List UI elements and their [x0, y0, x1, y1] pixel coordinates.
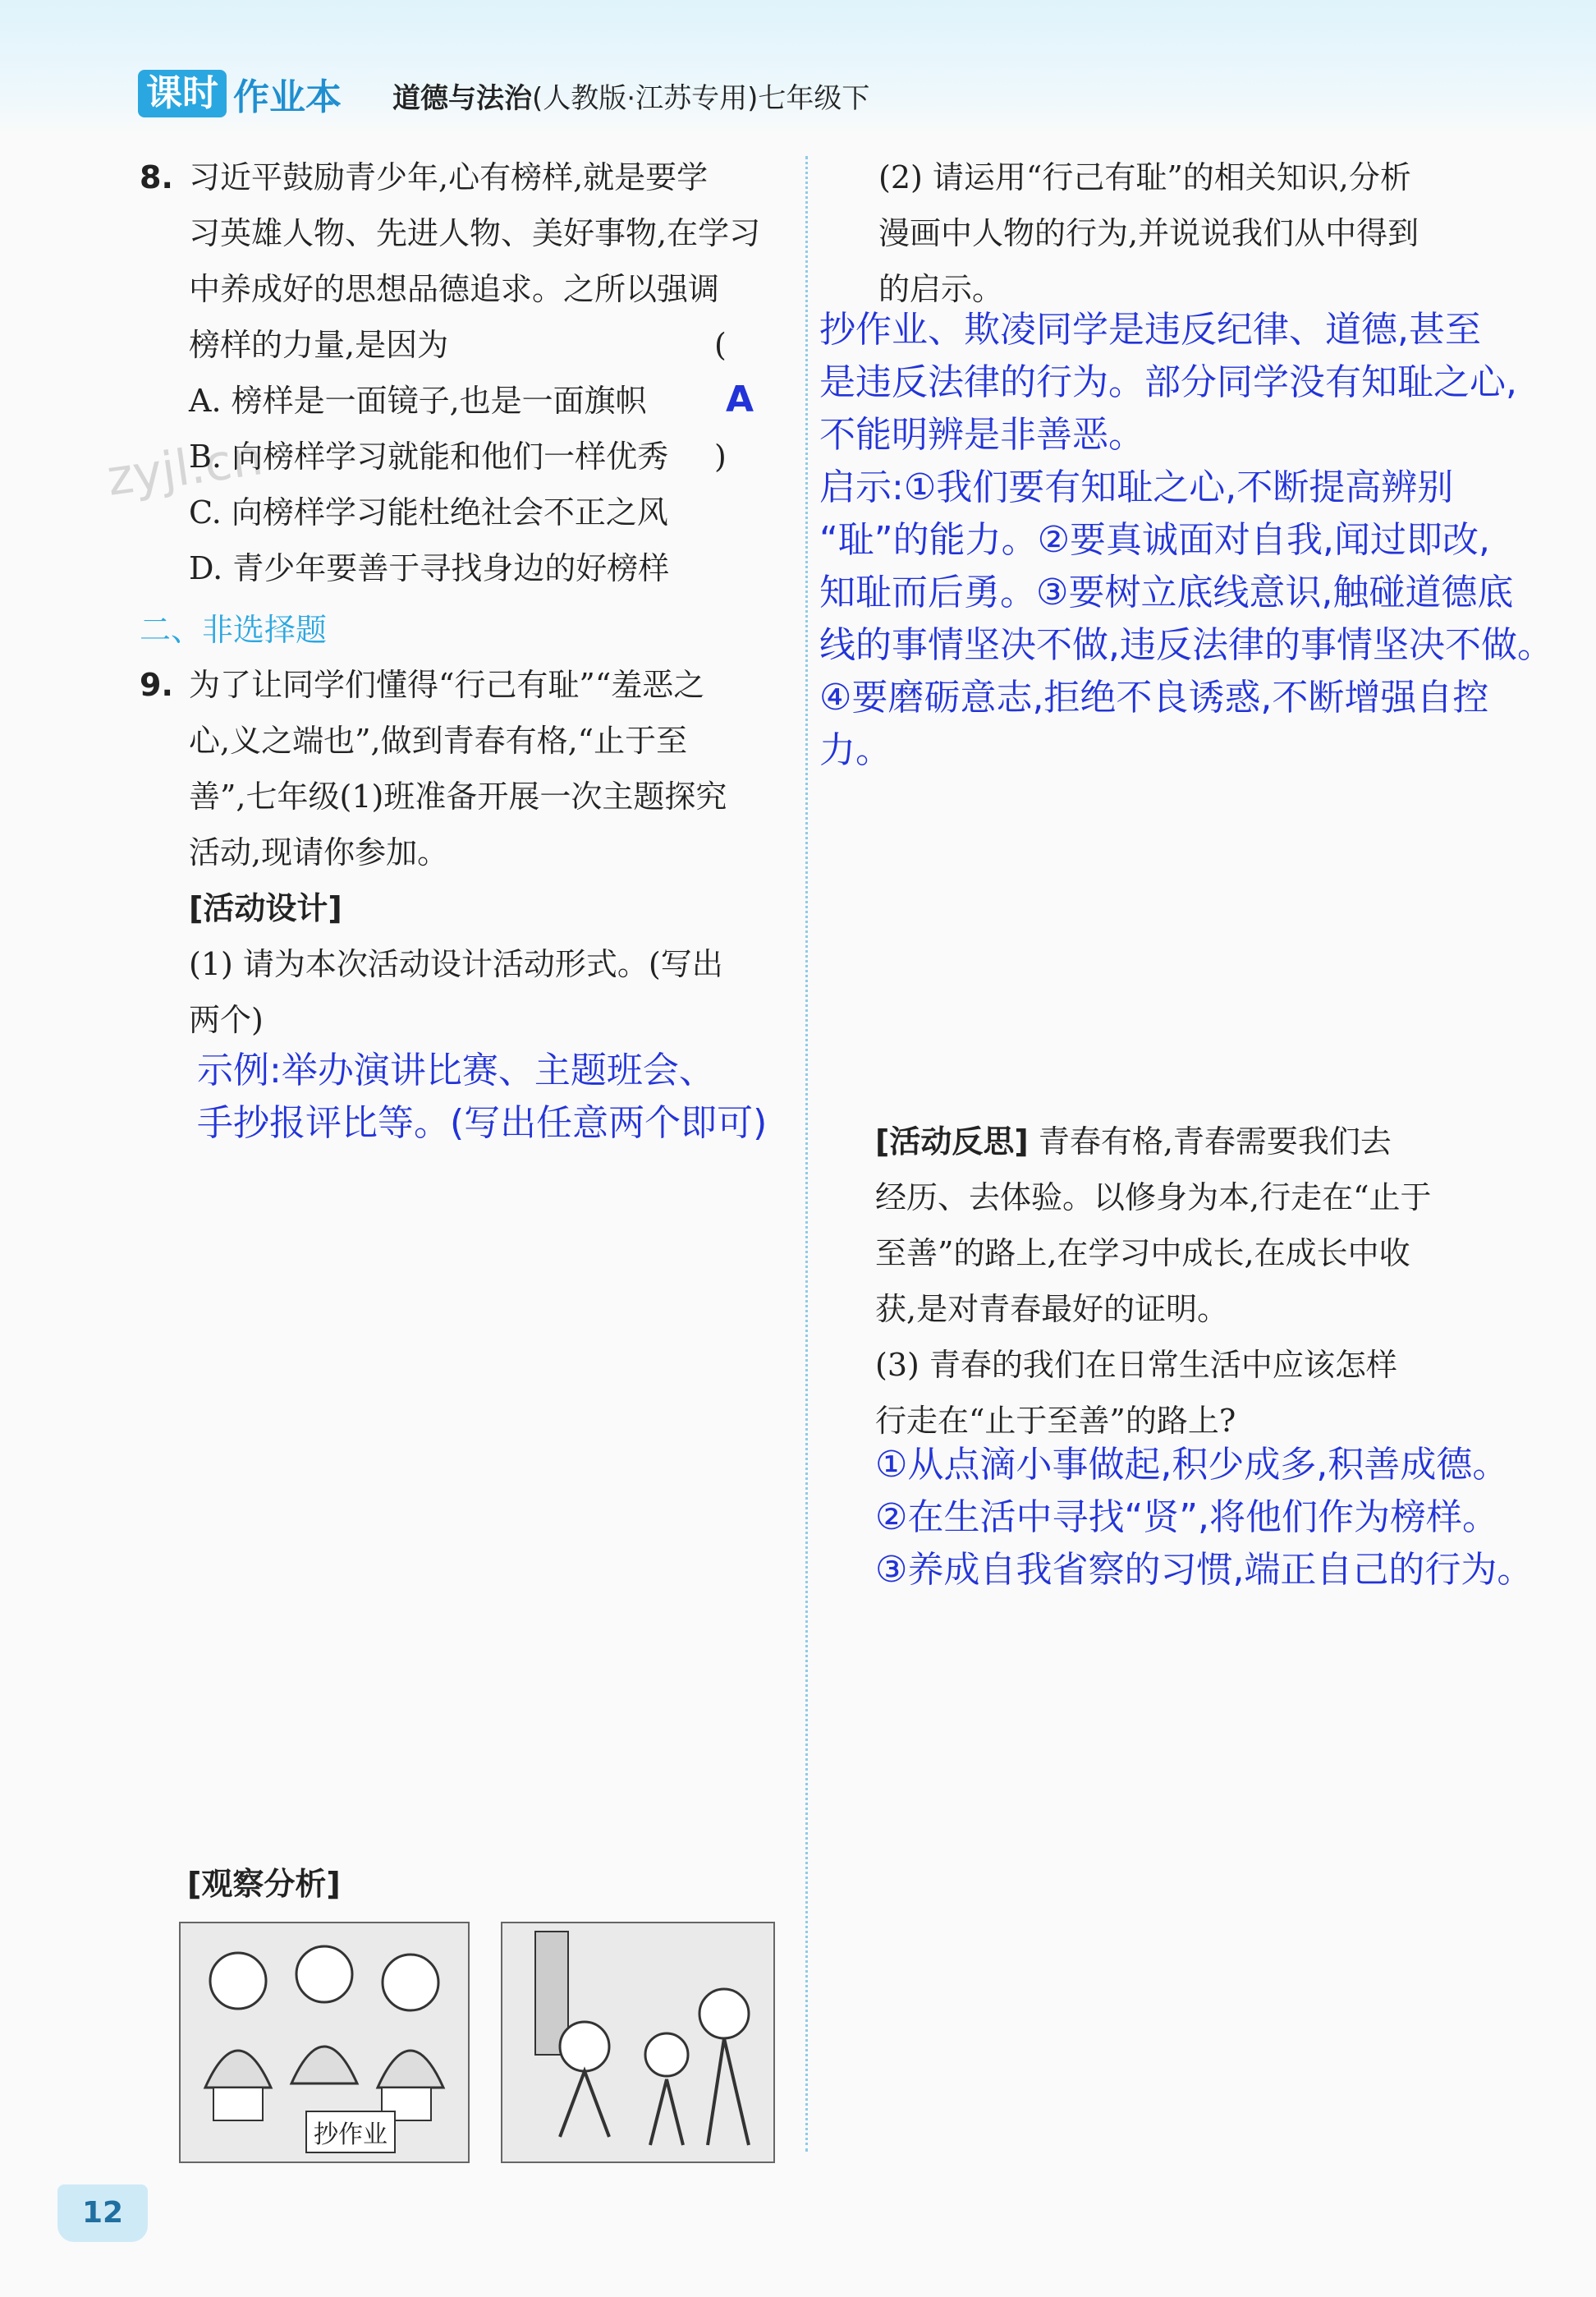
question-9 — [140, 657, 780, 1048]
sub2-answer-line: “耻”的能力。②要真诚面对自我,闻过即改, — [819, 519, 1491, 561]
q8-line: 习近平鼓励青少年,心有榜样,就是要学 — [189, 159, 709, 195]
activity-reflection — [875, 1114, 1548, 1449]
sub2-answer-line: 是违反法律的行为。部分同学没有知耻之心, — [819, 361, 1517, 403]
sub1-answer-line: 示例:举办演讲比赛、主题班会、 — [197, 1050, 715, 1091]
q9-line: 为了让同学们懂得“行己有耻”“羞恶之 — [189, 667, 705, 703]
q8-line: 榜样的力量,是因为 — [189, 327, 449, 363]
header-subject — [392, 76, 869, 116]
sub1-answer-line: 手抄报评比等。(写出任意两个即可) — [197, 1102, 768, 1144]
sub2-line: 漫画中人物的行为,并说说我们从中得到 — [878, 215, 1419, 251]
bullying-cartoon-icon — [502, 1923, 773, 2161]
sub2-answer-line: ④要磨砺意志,拒绝不良诱惑,不断增强自控 — [819, 677, 1489, 719]
sub2-question — [878, 149, 1552, 317]
paren-open: ( — [714, 327, 727, 363]
book-logo — [138, 70, 342, 117]
question-8 — [140, 149, 780, 596]
sub2-answer-line: 线的事情坚决不做,违反法律的事情坚决不做。 — [819, 624, 1553, 666]
sub3-answer-line: ①从点滴小事做起,积少成多,积善成德。 — [875, 1444, 1509, 1486]
sub1-line: (1) 请为本次活动设计活动形式。(写出 — [189, 946, 723, 982]
sub1-answer — [197, 1045, 821, 1150]
watermark: zyjl.cn — [103, 429, 267, 508]
q9-line: 善”,七年级(1)班准备开展一次主题探究 — [189, 779, 727, 815]
section-heading: 二、非选择题 — [140, 612, 328, 648]
sub3-line: 行走在“止于至善”的路上? — [875, 1403, 1236, 1439]
observe-title: [观察分析] — [187, 1866, 341, 1902]
sub3-line: (3) 青春的我们在日常生活中应该怎样 — [875, 1347, 1397, 1383]
sub2-line: 的启示。 — [878, 271, 1004, 307]
reflect-line: 经历、去体验。以修身为本,行走在“止于 — [875, 1179, 1432, 1215]
q8-line: 中养成好的思想品德追求。之所以强调 — [189, 271, 720, 307]
edition-text: (人教版·江苏专用)七年级下 — [532, 82, 870, 115]
sub3-answer-line: ②在生活中寻找“贤”,将他们作为榜样。 — [875, 1496, 1499, 1538]
subject-name: 道德与法治 — [392, 82, 532, 115]
cartoon-bullying — [501, 1922, 775, 2163]
sub2-answer-line: 力。 — [819, 729, 892, 771]
sub2-answer-line: 不能明辨是非善恶。 — [819, 414, 1144, 456]
sub2-answer-line: 抄作业、欺凌同学是违反纪律、道德,甚至 — [819, 309, 1481, 351]
q8-answer: A — [726, 379, 754, 420]
q9-number: 9. — [140, 667, 173, 703]
sub2-answer-line: 启示:①我们要有知耻之心,不断提高辨别 — [819, 466, 1454, 508]
answer-paren — [714, 317, 780, 485]
option-c: C. 向榜样学习能杜绝社会不正之风 — [189, 494, 668, 531]
reflect-title: [活动反思] — [875, 1123, 1029, 1160]
cartoon-caption: 抄作业 — [305, 2111, 396, 2153]
logo-box: 课时 — [138, 70, 227, 117]
sub3-answer-line: ③养成自我省察的习惯,端正自己的行为。 — [875, 1549, 1534, 1591]
sub2-answer-line: 知耻而后勇。③要树立底线意识,触碰道德底 — [819, 572, 1514, 613]
logo-text: 作业本 — [233, 76, 342, 118]
sub2-line: (2) 请运用“行己有耻”的相关知识,分析 — [878, 159, 1411, 195]
q8-number: 8. — [140, 159, 173, 195]
option-a: A. 榜样是一面镜子,也是一面旗帜 — [189, 383, 647, 419]
option-d: D. 青少年要善于寻找身边的好榜样 — [189, 550, 670, 586]
page-number: 12 — [57, 2184, 148, 2242]
option-b: B. 向榜样学习就能和他们一样优秀 — [189, 439, 669, 475]
column-divider — [805, 156, 808, 2152]
q9-line: 活动,现请你参加。 — [189, 834, 449, 871]
paren-close: ) — [714, 439, 727, 475]
reflect-line: 青春有格,青春需要我们去 — [1038, 1123, 1392, 1160]
reflect-line: 至善”的路上,在学习中成长,在成长中收 — [875, 1235, 1410, 1271]
activity-design-title: [活动设计] — [189, 890, 342, 926]
q9-line: 心,义之端也”,做到青春有格,“止于至 — [189, 723, 688, 759]
sub3-answer — [875, 1439, 1589, 1596]
sub1-line: 两个) — [189, 1002, 264, 1038]
q8-line: 习英雄人物、先进人物、美好事物,在学习 — [189, 215, 761, 251]
reflect-line: 获,是对青春最好的证明。 — [875, 1291, 1229, 1327]
sub2-answer — [819, 304, 1591, 777]
